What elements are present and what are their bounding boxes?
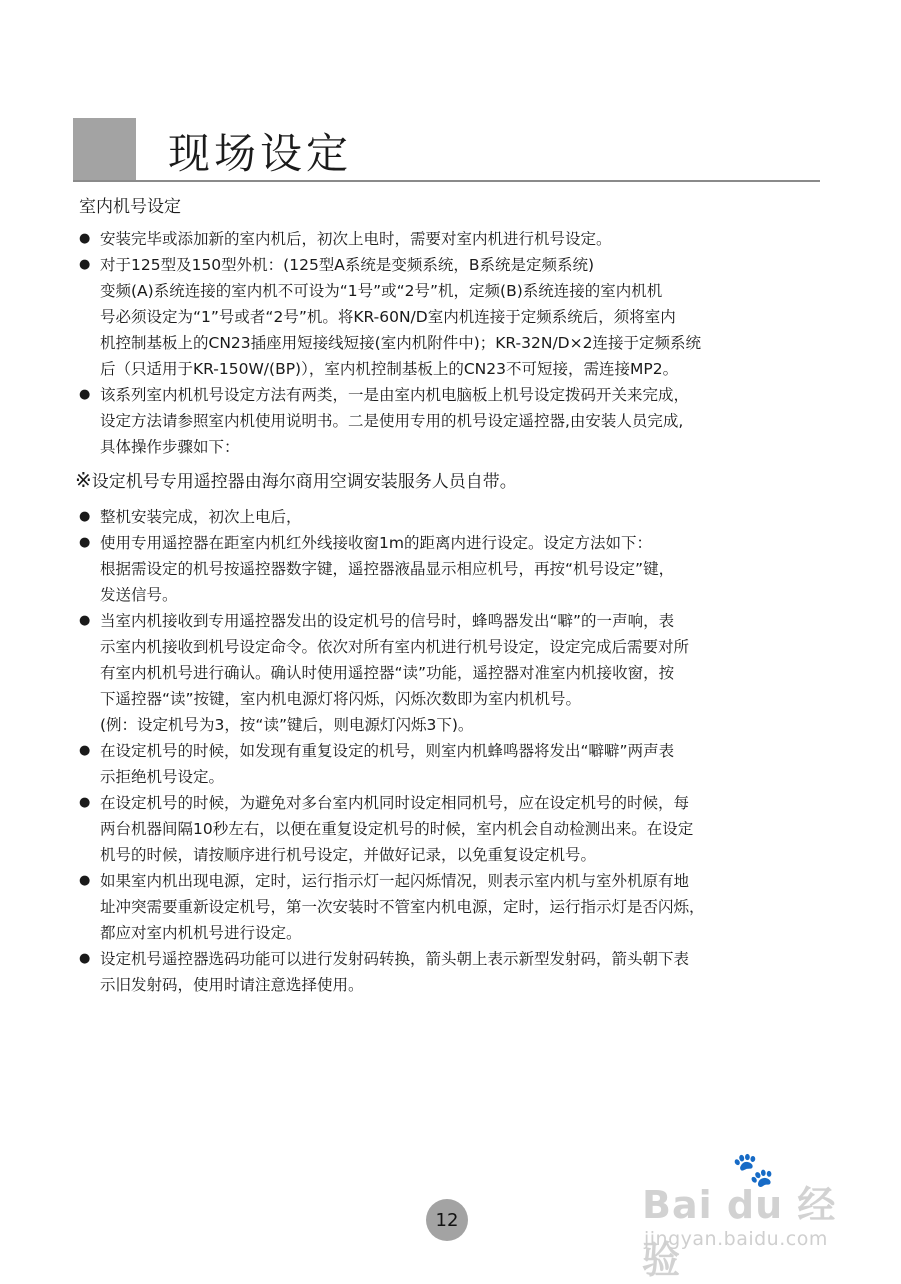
bullet-icon: ●: [79, 509, 91, 524]
list-item-line: 两台机器间隔10秒左右，以便在重复设定机号的时候，室内机会自动检测出来。在设定: [100, 820, 694, 838]
list-item-line: 当室内机接收到专用遥控器发出的设定机号的信号时，蜂鸣器发出“噼”的一声响，表: [100, 612, 675, 630]
list-item: [79, 504, 829, 530]
content-body: [75, 226, 829, 998]
bullet-icon: ●: [79, 613, 91, 628]
list-item-line: 对于125型及150型外机：(125型A系统是变频系统，B系统是定频系统): [100, 256, 595, 274]
note: [75, 466, 829, 496]
list-item: [79, 790, 829, 868]
list-item: [79, 226, 829, 252]
list-item-line: 使用专用遥控器在距室内机红外线接收窗1m的距离内进行设定。设定方法如下：: [100, 534, 652, 552]
title-divider: [73, 180, 820, 182]
list-item-line: 号必须设定为“1”号或者“2号”机。将KR-60N/D室内机连接于定频系统后，须将室内: [100, 308, 676, 326]
bullet-list-2: [79, 504, 829, 998]
page-number: 12: [426, 1199, 468, 1241]
list-item-line: 变频(A)系统连接的室内机不可设为“1号”或“2号”机，定频(B)系统连接的室内机机: [100, 282, 663, 300]
bullet-icon: ●: [79, 257, 91, 272]
list-item-line: 后（只适用于KR-150W/(BP)），室内机控制基板上的CN23不可短接，需连接MP2。: [100, 360, 679, 378]
list-item-line: 整机安装完成，初次上电后，: [100, 508, 302, 526]
list-item-line: 如果室内机出现电源，定时，运行指示灯一起闪烁情况，则表示室内机与室外机原有地: [100, 872, 690, 890]
list-item-line: 设定机号遥控器选码功能可以进行发射码转换，箭头朝上表示新型发射码，箭头朝下表: [100, 950, 690, 968]
list-item-line: 设定方法请参照室内机使用说明书。二是使用专用的机号设定遥控器,由安装人员完成,: [100, 412, 684, 430]
list-item-line: 示拒绝机号设定。: [100, 768, 225, 786]
watermark-site: jingyan.baidu.com: [644, 1228, 828, 1250]
title-marker-block: [73, 118, 136, 180]
list-item-line: 都应对室内机机号进行设定。: [100, 924, 302, 942]
bullet-icon: ●: [79, 743, 91, 758]
list-item: [79, 608, 829, 738]
list-item-line: 机号的时候，请按顺序进行机号设定，并做好记录，以免重复设定机号。: [100, 846, 597, 864]
watermark-brand: Bai du 经验: [642, 1183, 837, 1282]
paw-icon: 🐾: [732, 1150, 775, 1190]
bullet-icon: ●: [79, 795, 91, 810]
watermark: [632, 1150, 852, 1282]
section-heading: 室内机号设定: [79, 197, 181, 217]
list-item: [79, 738, 829, 790]
list-item-line: 在设定机号的时候，为避免对多台室内机同时设定相同机号，应在设定机号的时候，每: [100, 794, 690, 812]
list-item-line: 安装完毕或添加新的室内机后，初次上电时，需要对室内机进行机号设定。: [100, 230, 612, 248]
list-item-line: 址冲突需要重新设定机号，第一次安装时不管室内机电源，定时，运行指示灯是否闪烁，: [100, 898, 705, 916]
list-item: [79, 252, 829, 382]
bullet-icon: ●: [79, 387, 91, 402]
bullet-icon: ●: [79, 873, 91, 888]
bullet-icon: ●: [79, 231, 91, 246]
list-item-line: 示室内机接收到机号设定命令。依次对所有室内机进行机号设定，设定完成后需要对所: [100, 638, 690, 656]
list-item-line: 有室内机机号进行确认。确认时使用遥控器“读”功能，遥控器对准室内机接收窗，按: [100, 664, 675, 682]
bullet-icon: ●: [79, 535, 91, 550]
list-item: [79, 946, 829, 998]
list-item: [79, 868, 829, 946]
list-item-line: 根据需设定的机号按遥控器数字键，遥控器液晶显示相应机号，再按“机号设定”键，: [100, 560, 675, 578]
page-title: 现场设定: [168, 129, 353, 178]
bullet-icon: ●: [79, 951, 91, 966]
bullet-list-1: [79, 226, 829, 460]
list-item-line: (例：设定机号为3，按“读”键后，则电源灯闪烁3下)。: [100, 716, 474, 734]
list-item: [79, 382, 829, 460]
list-item-line: 发送信号。: [100, 586, 178, 604]
list-item-line: 在设定机号的时候，如发现有重复设定的机号，则室内机蜂鸣器将发出“噼噼”两声表: [100, 742, 675, 760]
list-item-line: 机控制基板上的CN23插座用短接线短接(室内机附件中)；KR-32N/D×2连接于定频系统: [100, 334, 701, 352]
list-item-line: 该系列室内机机号设定方法有两类，一是由室内机电脑板上机号设定拨码开关来完成，: [100, 386, 690, 404]
note-text: 设定机号专用遥控器由海尔商用空调安装服务人员自带。: [91, 472, 517, 492]
list-item-line: 示旧发射码，使用时请注意选择使用。: [100, 976, 364, 994]
list-item: [79, 530, 829, 608]
note-mark-icon: ※: [75, 468, 92, 492]
list-item-line: 下遥控器“读”按键，室内机电源灯将闪烁，闪烁次数即为室内机机号。: [100, 690, 582, 708]
list-item-line: 具体操作步骤如下：: [100, 438, 240, 456]
